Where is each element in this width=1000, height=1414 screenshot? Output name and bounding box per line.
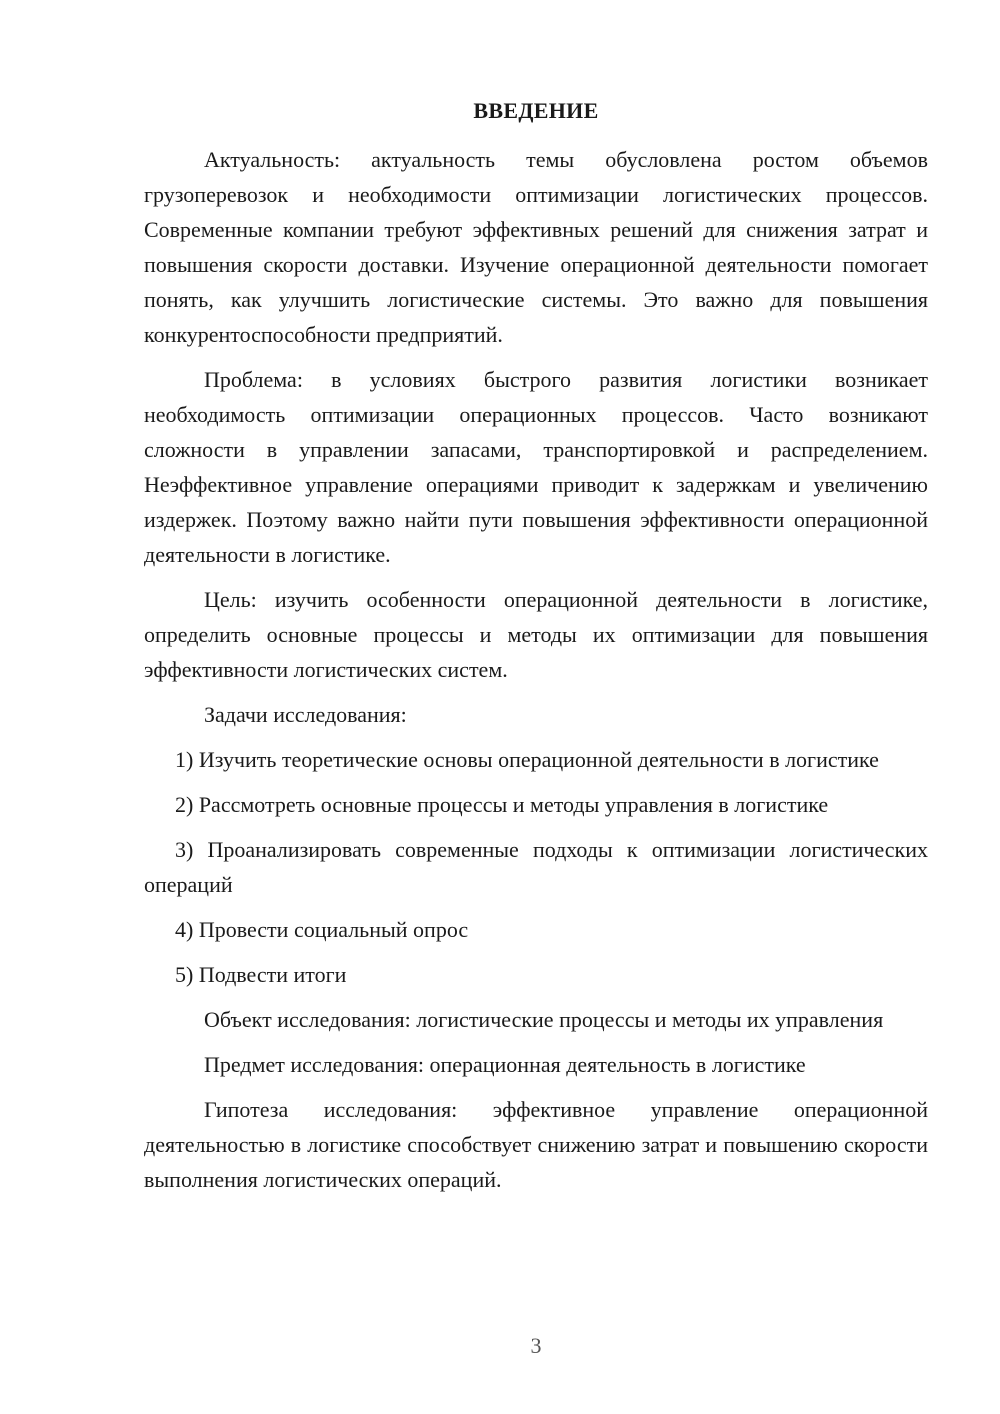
task-item-1: 1) Изучить теоретические основы операционной деятельности в логистике [175, 747, 879, 772]
section-heading: ВВЕДЕНИЕ [473, 98, 599, 123]
paragraph-subject: Предмет исследования: операционная деятельность в логистике [204, 1052, 806, 1077]
page-number: 3 [530, 1333, 542, 1358]
task-item-3: 3) Проанализировать современные подходы к оптимизации логистических операций [144, 837, 928, 897]
paragraph-tasks-heading: Задачи исследования: [204, 702, 407, 727]
paragraph-goal: Цель: изучить особенности операционной деятельности в логистике, определить основные процессы и методы их оптимизации для повышения эффективности логистических систем. [144, 587, 928, 682]
paragraph-hypothesis: Гипотеза исследования: эффективное управление операционной деятельностью в логистике способствует снижению затрат и повышению скорости выполнения логистических операций. [144, 1097, 928, 1192]
paragraph-object: Объект исследования: логистические процессы и методы их управления [204, 1007, 884, 1032]
body-text [144, 142, 928, 1207]
task-item-5: 5) Подвести итоги [175, 962, 347, 987]
paragraph-relevance: Актуальность: актуальность темы обусловлена ростом объемов грузоперевозок и необходимости оптимизации логистических процессов. Современные компании требуют эффективных решений для снижения затрат и повышения скорости доставки. Изучение операционной деятельности помогает понять, как улучшить логистические системы. Это важно для повышения конкурентоспособности предприятий. [144, 147, 928, 347]
task-item-4: 4) Провести социальный опрос [175, 917, 469, 942]
paragraph-problem: Проблема: в условиях быстрого развития логистики возникает необходимость оптимизации операционных процессов. Часто возникают сложности в управлении запасами, транспортировкой и распределением. Неэффективное управление операциями приводит к задержкам и увеличению издержек. Поэтому важно найти пути повышения эффективности операционной деятельности в логистике. [144, 367, 928, 567]
task-item-2: 2) Рассмотреть основные процессы и методы управления в логистике [175, 792, 829, 817]
